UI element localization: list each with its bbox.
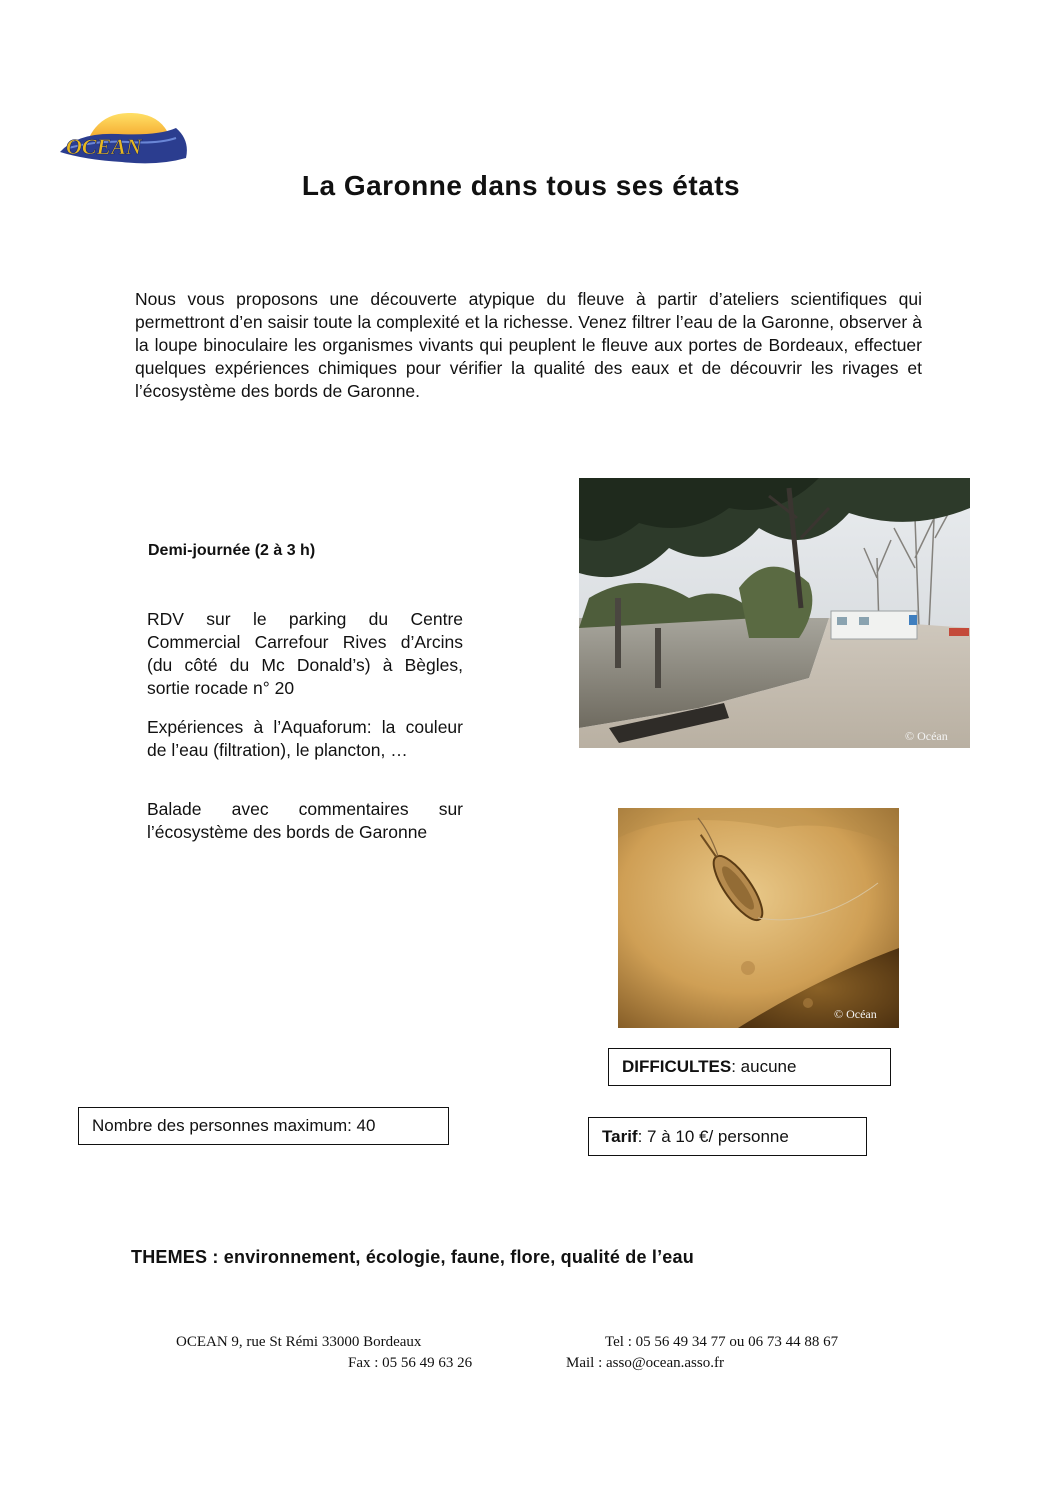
tarif-value: : 7 à 10 €/ personne [637,1126,789,1146]
difficulty-label: DIFFICULTES [622,1057,732,1076]
difficulty-box [608,1048,891,1086]
logo-text: OCEAN [66,134,142,159]
max-persons-box [78,1107,449,1145]
difficulty-value: : aucune [731,1057,797,1076]
rdv-paragraph: RDV sur le parking du Centre Commercial Carrefour Rives d’Arcins (du côté du Mc Donald’s) à Bègles, sortie rocade n° 20 [147,609,463,698]
photo-credit-2: © Océan [834,1007,877,1021]
balade-paragraph: Balade avec commentaires sur l’écosystème des bords de Garonne [147,799,463,842]
tarif-box [588,1117,867,1156]
intro-paragraph: Nous vous proposons une découverte atypique du fleuve à partir d’ateliers scientifiques qui permettront d’en saisir toute la complexité et la richesse. Venez filtrer l’eau de la Garonne, observer à la loupe binoculaire les organismes vivants qui peuplent le fleuve aux portes de Bordeaux, effectuer quelques expériences chimiques pour vérifier la qualité des eaux et de découvrir les rivages et l’écosystème des bords de Garonne. [135,289,922,401]
footer-tel: Tel : 05 56 49 34 77 ou 06 73 44 88 67 [605,1334,839,1350]
tarif-label: Tarif [602,1126,638,1146]
ocean-logo [58,110,190,168]
footer-fax: Fax : 05 56 49 63 26 [348,1355,473,1371]
duration-heading: Demi-journée (2 à 3 h) [148,542,316,559]
page-title: La Garonne dans tous ses états [301,170,741,201]
experiences-paragraph: Expériences à l’Aquaforum: la couleur de l’eau (filtration), le plancton, … [147,717,463,760]
photo-credit-1: © Océan [905,729,948,743]
riverside-photo [579,478,970,748]
footer-mail[interactable]: Mail : asso@ocean.asso.fr [566,1355,724,1371]
max-persons-text: Nombre des personnes maximum: 40 [92,1116,376,1135]
footer-address: OCEAN 9, rue St Rémi 33000 Bordeaux [176,1334,422,1350]
plankton-photo [618,808,899,1028]
themes-line: THEMES : environnement, écologie, faune, flore, qualité de l’eau [131,1247,694,1267]
